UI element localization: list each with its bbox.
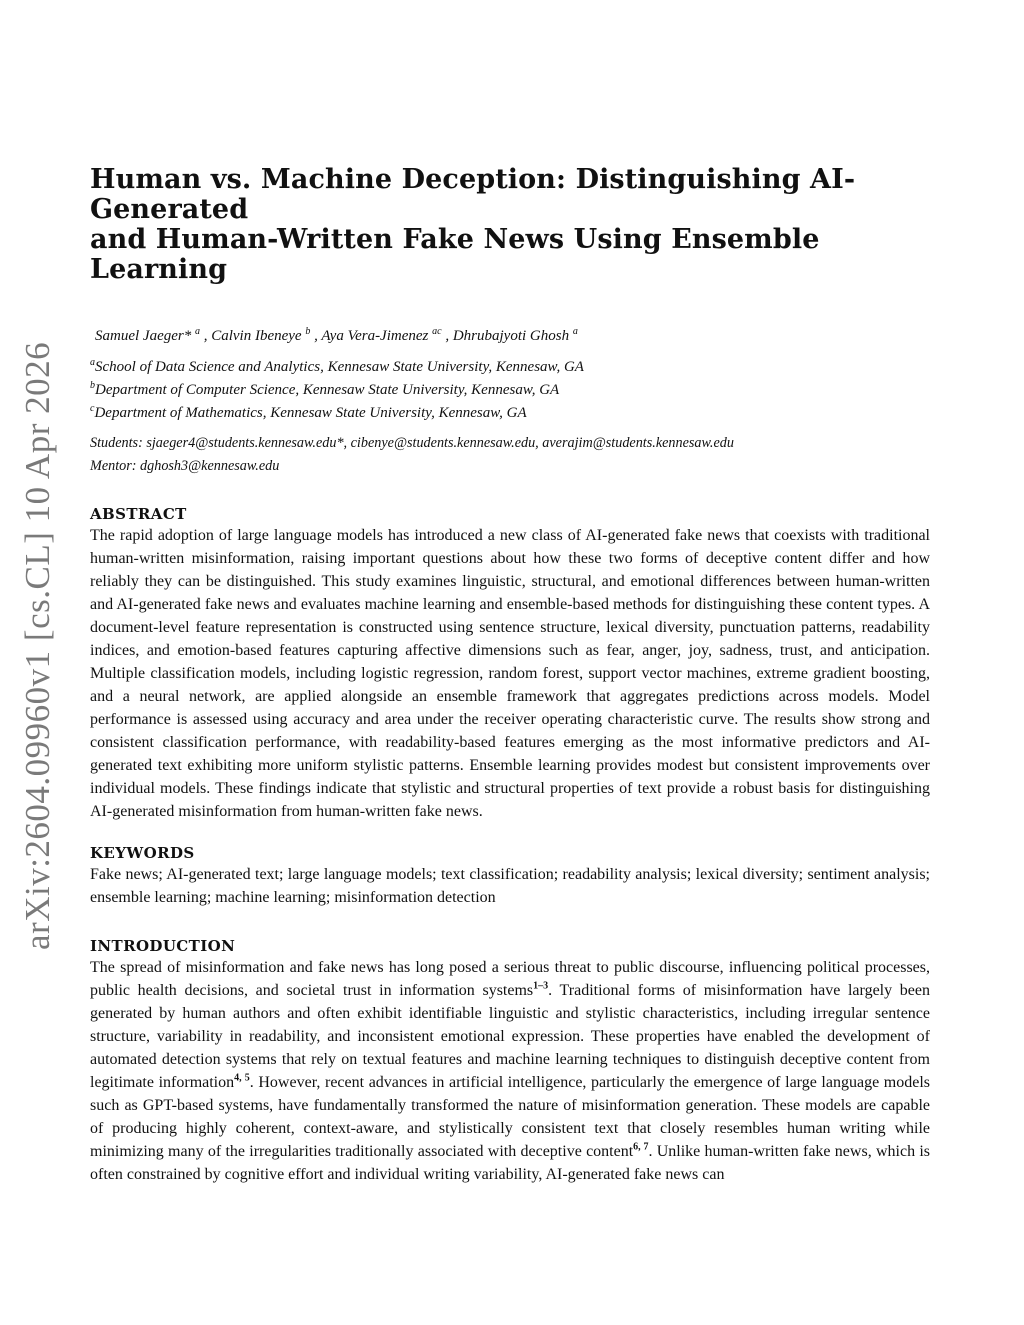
- abstract-heading: ABSTRACT: [90, 505, 187, 523]
- affiliation-mark: a: [90, 357, 95, 368]
- affiliation-text: Department of Mathematics, Kennesaw State University, Kennesaw, GA: [94, 405, 527, 421]
- arxiv-identifier-stamp: arXiv:2604.09960v1 [cs.CL] 10 Apr 2026: [18, 341, 57, 950]
- author-affiliation-mark: a: [194, 326, 200, 337]
- keywords-heading: KEYWORDS: [90, 844, 195, 862]
- introduction-text-segment: . Traditional forms of misinformation have largely been generated by human authors and often exhibit identifiable linguistic and stylistic characteristics, including irregular sentence structure, variability in readability, and inconsistent emotional expression. These properties have enabled the development of automated detection systems that rely on textual features and machine learning techniques to distinguish deceptive content from legitimate information: [90, 982, 931, 1091]
- paper-title-line-1: Human vs. Machine Deception: Distinguishing AI-Generated: [90, 164, 856, 225]
- citation-mark: 6, 7: [633, 1141, 649, 1153]
- author-separator: ,: [314, 328, 322, 344]
- introduction-text-segment: . However, recent advances in artificial intelligence, particularly the emergence of large language models such as GPT-based systems, have fundamentally transformed the nature of misinformation generation. These models are capable of producing highly coherent, context-aware, and stylistically consistent text that closely resembles human writing while minimizing many of the irregularities traditionally associated with deceptive content: [90, 1074, 931, 1160]
- keywords-text: Fake news; AI-generated text; large language models; text classification; readability analysis; lexical diversity; sentiment analysis; ensemble learning; machine learning; misinformation detection: [90, 866, 930, 906]
- affiliation-mark: b: [90, 380, 95, 391]
- contact-emails: [90, 432, 930, 478]
- student-emails: Students: sjaeger4@students.kennesaw.edu*, cibenye@students.kennesaw.edu, averajim@students.kennesaw.edu: [90, 435, 734, 451]
- introduction-heading: INTRODUCTION: [90, 937, 236, 955]
- affiliation-item: [90, 402, 930, 425]
- abstract-text: The rapid adoption of large language models has introduced a new class of AI-generated fake news that coexists with traditional human-written misinformation, raising important questions about how these two forms of deceptive content differ and how reliably they can be distinguished. This study examines linguistic, structural, and emotional differences between human-written and AI-generated fake news and evaluates machine learning and ensemble-based methods for distinguishing these content types. A document-level feature representation is constructed using sentence structure, lexical diversity, punctuation patterns, readability indices, and emotion-based features capturing affective dimensions such as fear, anger, joy, sadness, trust, and anticipation. Multiple classification models, including logistic regression, random forest, support vector machines, extreme gradient boosting, and a neural network, are applied alongside an ensemble framework that aggregates predictions across models. Model performance is assessed using accuracy and area under the receiver operating characteristic curve. The results show strong and consistent classification performance, with readability-based features emerging as the most informative predictors and AI-generated text exhibiting more uniform stylistic patterns. Ensemble learning provides modest but consistent improvements over individual models. These findings indicate that stylistic and structural properties of text provide a robust basis for distinguishing AI-generated misinformation from human-written fake news.: [90, 527, 930, 820]
- paper-first-page: [90, 165, 930, 1186]
- author-name: Samuel Jaeger*: [95, 328, 192, 344]
- author-separator: ,: [203, 328, 212, 344]
- author-list: [95, 325, 930, 347]
- affiliation-text: School of Data Science and Analytics, Kennesaw State University, Kennesaw, GA: [95, 359, 584, 375]
- introduction-paragraph: [90, 956, 930, 1186]
- author-name: Aya Vera-Jimenez: [321, 328, 429, 344]
- mentor-email: Mentor: dghosh3@kennesaw.edu: [90, 458, 280, 474]
- affiliation-item: [90, 356, 930, 379]
- citation-mark: 4, 5: [234, 1072, 250, 1084]
- author-affiliation-mark: ac: [432, 326, 442, 337]
- author-name: Calvin Ibeneye: [211, 328, 302, 344]
- author-affiliation-mark: a: [572, 326, 578, 337]
- citation-mark: 1–3: [533, 980, 549, 992]
- author-separator: ,: [445, 328, 453, 344]
- affiliation-mark: c: [90, 403, 95, 414]
- introduction-text-segment: . Unlike human-written fake news, which is often constrained by cognitive effort and individual writing variability, AI-generated fake news can: [90, 1143, 931, 1183]
- affiliation-item: [90, 379, 930, 402]
- introduction-text-segment: The spread of misinformation and fake news has long posed a serious threat to public discourse, influencing political processes, public health decisions, and societal trust in information systems: [90, 959, 930, 999]
- paper-title-line-2: and Human-Written Fake News Using Ensemble Learning: [90, 224, 820, 285]
- author-affiliation-mark: b: [305, 326, 311, 337]
- paper-title: [90, 165, 930, 285]
- affiliation-text: Department of Computer Science, Kennesaw State University, Kennesaw, GA: [95, 382, 560, 398]
- author-name: Dhrubajyoti Ghosh: [452, 328, 570, 344]
- affiliation-list: [90, 356, 930, 425]
